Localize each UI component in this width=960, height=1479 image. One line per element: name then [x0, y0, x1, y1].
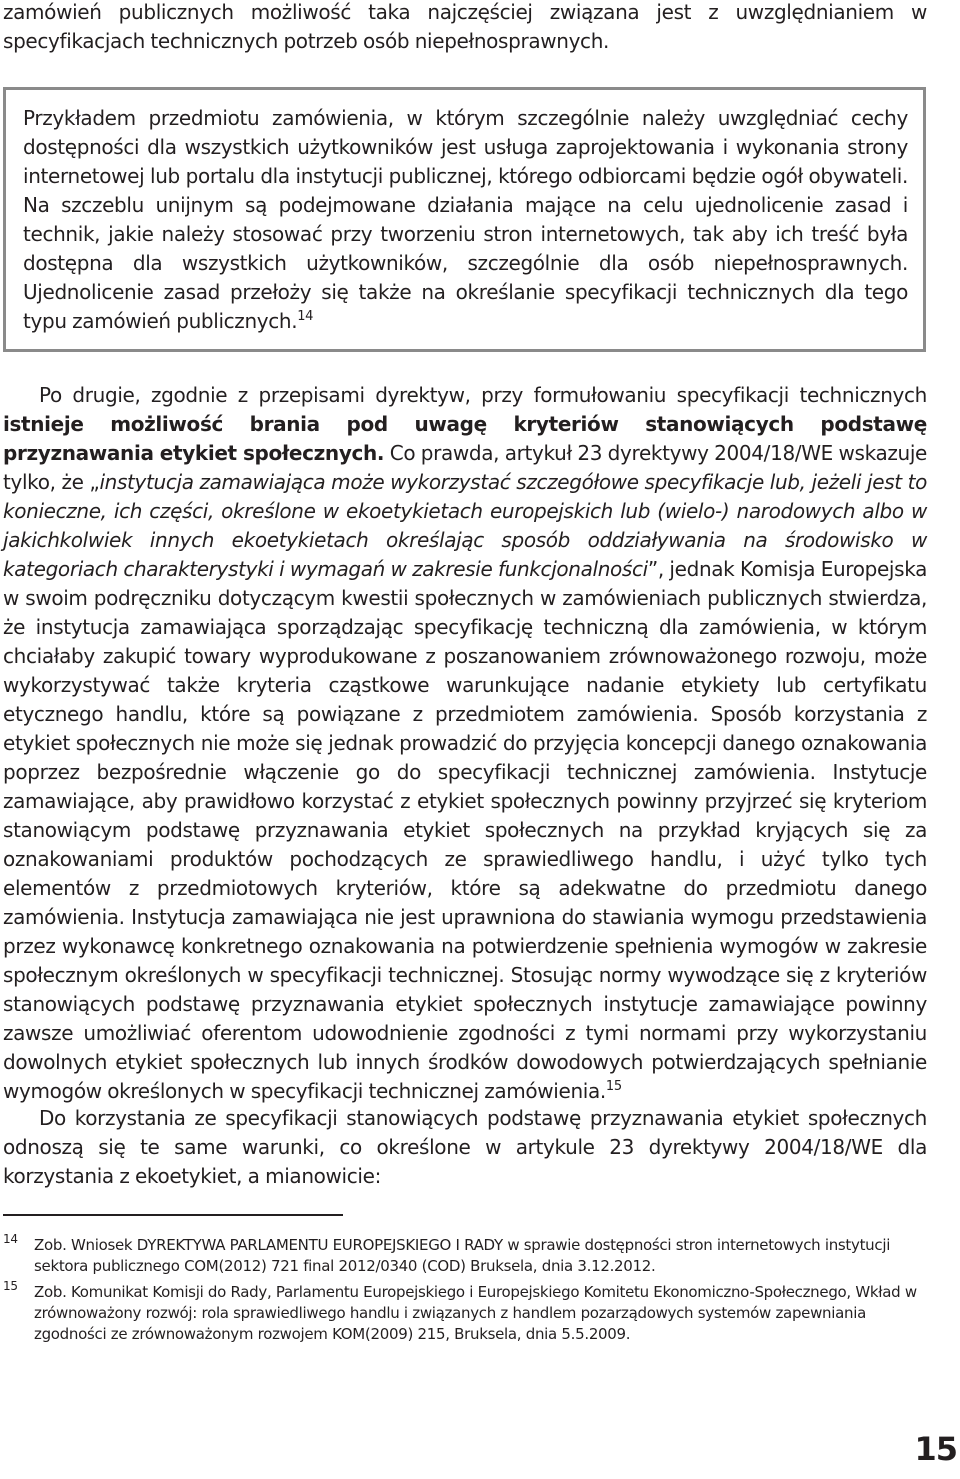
footnote-separator	[3, 1214, 343, 1216]
body-paragraph-3: Do korzystania ze specyfikacji stanowiących podstawę przyznawania etykiet społecznych odnoszą się te same warunki, co określone w artykule 23 dyrektywy 2004/18/WE dla korzystania z ekoetykiet, a mianowicie:	[3, 1106, 927, 1188]
footnote-14	[3, 1232, 927, 1277]
para2-bold-statement: istnieje możliwość brania pod uwagę kryteriów stanowiących podstawę przyznawania etykiet społecznych.	[3, 412, 927, 465]
footnote-number: 15	[3, 1279, 18, 1293]
footnote-ref-15[interactable]: 15	[605, 1079, 622, 1094]
para2-intro: Po drugie, zgodnie z przepisami dyrektyw, przy formułowaniu specyfikacji technicznych	[39, 383, 927, 407]
highlight-box-text	[23, 104, 908, 336]
body-paragraph-2	[3, 381, 927, 1106]
box-paragraph: Przykładem przedmiotu zamówienia, w którym szczególnie należy uwzględniać cechy dostępności dla wszystkich użytkowników jest usługa zaprojektowania i wykonania strony internetowej lub portalu dla instytucji publicznej, którego odbiorcami będzie ogół obywateli. Na szczeblu unijnym są podejmowane działania mające na celu ujednolicenie zasad i technik, jakie należy stosować przy tworzeniu stron internetowych, tak aby ich treść była dostępna dla wszystkich użytkowników, szczególnie dla osób niepełnosprawnych. Ujednolicenie zasad przełoży się także na określanie specyfikacji technicznych dla tego typu zamówień publicznych.	[23, 106, 908, 333]
footnote-text: Zob. Wniosek DYREKTYWA PARLAMENTU EUROPEJSKIEGO I RADY w sprawie dostępności stron internetowych instytucji sektora publicznego COM(2012) 721 final 2012/0340 (COD) Bruksela, dnia 3.12.2012.	[34, 1236, 891, 1275]
footnote-ref-14[interactable]: 14	[297, 309, 314, 324]
page-number: 15	[914, 1430, 957, 1468]
para2-after-bold: Co prawda, artykuł 23 dyrektywy 2004/18/WE wskazuje tylko, że „	[3, 441, 927, 494]
footnote-number: 14	[3, 1232, 18, 1246]
highlight-box-bottom-border	[3, 349, 926, 352]
footnote-text: Zob. Komunikat Komisji do Rady, Parlamentu Europejskiego i Europejskiego Komitetu Ekonomiczno-Społecznego, Wkład w zrównoważony rozwój: rola sprawiedliwego handlu i związanych z handlem pozarządowych systemów zapewniania zgodności ze zrównoważonym rozwojem KOM(2009) 215, Bruksela, dnia 5.5.2009.	[34, 1283, 917, 1343]
para2-quote: instytucja zamawiająca może wykorzystać szczegółowe specyfikacje lub, jeżeli jest to konieczne, ich części, określone w ekoetykietach europejskich lub (wielo-) narodowych albo w jakichkolwiek innych ekoetykietach określając sposób oddziaływania na środowisko w kategoriach charakterystyki i wymagań w zakresie funkcjonalności	[3, 470, 927, 581]
footnote-15	[3, 1279, 927, 1345]
para2-rest: ”, jednak Komisja Europejska w swoim podręczniku dotyczącym kwestii społecznych w zamówieniach publicznych stwierdza, że instytucja zamawiająca sporządzając specyfikację techniczną dla zamówienia, w którym chciałaby zakupić towary wyprodukowane z poszanowaniem zrównoważonego rozwoju, może wykorzystywać także kryteria cząstkowe warunkujące nadanie etykiety lub certyfikatu etycznego handlu, które są powiązane z przedmiotem zamówienia. Sposób korzystania z etykiet społecznych nie może się jednak prowadzić do przyjęcia koncepcji danego oznakowania poprzez bezpośrednie włączenie go do specyfikacji technicznej zamówienia. Instytucje zamawiające, aby prawidłowo korzystać z etykiet społecznych powinny przyjrzeć się kryteriom stanowiącym podstawę przyznawania etykiet społecznych na przykład kryjących się za oznakowaniami produktów pochodzących ze sprawiedliwego handlu, i użyć tylko tych elementów z przedmiotowych kryteriów, które są adekwatne do przedmiotu danego zamówienia. Instytucja zamawiająca nie jest uprawniona do stawiania wymogu przedstawienia przez wykonawcę konkretnego oznakowania na potwierdzenie spełnienia wymogów w zakresie społecznym określonych w specyfikacji technicznej. Stosując normy wywodzące się z kryteriów stanowiących podstawę przyznawania etykiet społecznych instytucje zamawiające powinny zawsze umożliwiać oferentom udowodnienie zgodności z tymi normami przy wykorzystaniu dowolnych etykiet społecznych lub innych środków dowodowych potwierdzających spełnianie wymogów określonych w specyfikacji technicznej zamówienia.	[3, 557, 927, 1103]
continuation-paragraph: zamówień publicznych możliwość taka najczęściej związana jest z uwzględnianiem w specyfikacjach technicznych potrzeb osób niepełnosprawnych.	[3, 0, 927, 53]
